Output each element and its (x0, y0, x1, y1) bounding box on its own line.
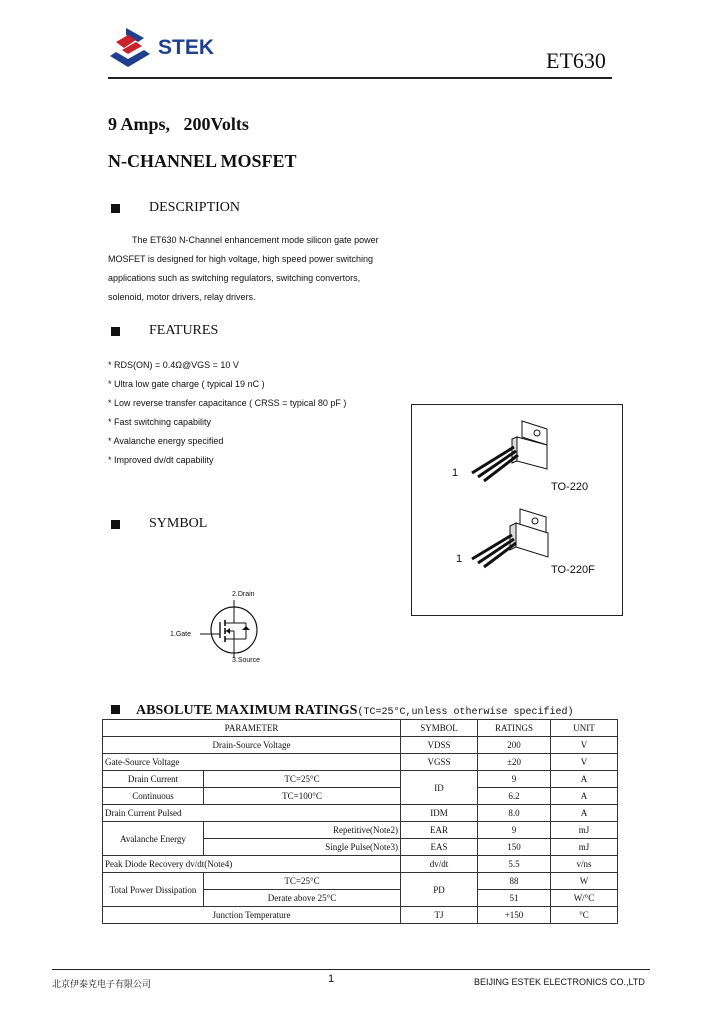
unit-cell: W/°C (551, 890, 618, 907)
to220f-label: TO-220F (551, 564, 595, 576)
ratings-title (136, 701, 573, 719)
header-unit: UNIT (551, 720, 618, 737)
section-bullet (111, 327, 120, 336)
device-type: N-CHANNEL MOSFET (108, 151, 297, 171)
description-line: The ET630 N-Channel enhancement mode silicon gate power (132, 235, 379, 245)
table-header-row (103, 720, 618, 737)
section-bullet (111, 705, 120, 714)
table-row (103, 873, 618, 890)
feature-item: * Avalanche energy specified (108, 436, 224, 446)
ratings-condition: (TC=25°C,unless otherwise specified) (357, 707, 574, 718)
features-title: FEATURES (149, 323, 219, 338)
value-cell: 150 (478, 839, 551, 856)
unit-cell: A (551, 771, 618, 788)
condition-cell: TC=100°C (204, 788, 401, 805)
value-cell: 51 (478, 890, 551, 907)
footer-rule (52, 969, 650, 970)
condition-cell: TC=25°C (204, 873, 401, 890)
symbol-cell: PD (401, 873, 478, 907)
value-cell: ±20 (478, 754, 551, 771)
param-cell: Drain Current Pulsed (103, 805, 401, 822)
symbol-cell: TJ (401, 907, 478, 924)
symbol-cell: dv/dt (401, 856, 478, 873)
condition-cell: TC=25°C (204, 771, 401, 788)
header-ratings: RATINGS (478, 720, 551, 737)
section-bullet (111, 204, 120, 213)
unit-cell: V (551, 737, 618, 754)
symbol-cell: EAR (401, 822, 478, 839)
param-cell: Total Power Dissipation (103, 873, 204, 907)
feature-item: * Fast switching capability (108, 417, 212, 427)
rating-headline: 9 Amps, 200Volts (108, 114, 249, 134)
description-line: MOSFET is designed for high voltage, high speed power switching (108, 254, 373, 264)
table-row (103, 822, 618, 839)
description-text (108, 231, 398, 307)
symbol-cell: EAS (401, 839, 478, 856)
feature-item: * RDS(ON) = 0.4Ω@VGS = 10 V (108, 360, 239, 370)
table-row (103, 737, 618, 754)
value-cell: 6.2 (478, 788, 551, 805)
feature-item: * Low reverse transfer capacitance ( CRSS = typical 80 pF ) (108, 398, 347, 408)
unit-cell: A (551, 805, 618, 822)
brand-name: STEK (158, 36, 215, 59)
drain-label: 2.Drain (232, 591, 255, 598)
table-row (103, 805, 618, 822)
param-cell: Drain-Source Voltage (103, 737, 401, 754)
unit-cell: v/ns (551, 856, 618, 873)
table-row (103, 907, 618, 924)
header-rule (108, 77, 612, 79)
value-cell: 8.0 (478, 805, 551, 822)
table-row (103, 856, 618, 873)
symbol-title: SYMBOL (149, 516, 208, 531)
param-cell: Drain Current (103, 771, 204, 788)
table-row (103, 771, 618, 788)
logo-mark-icon (108, 26, 158, 70)
condition-cell: Single Pulse(Note3) (204, 839, 401, 856)
pin1-label: 1 (452, 467, 459, 479)
table-row (103, 754, 618, 771)
description-line: solenoid, motor drivers, relay drivers. (108, 292, 256, 302)
header-symbol: SYMBOL (401, 720, 478, 737)
value-cell: 5.5 (478, 856, 551, 873)
to220-label: TO-220 (551, 481, 589, 493)
unit-cell: mJ (551, 822, 618, 839)
param-cell: Peak Diode Recovery dv/dt(Note4) (103, 856, 401, 873)
description-line: applications such as switching regulators, switching convertors, (108, 273, 361, 283)
table-row (103, 788, 618, 805)
to220-package-icon (462, 417, 572, 487)
value-cell: 88 (478, 873, 551, 890)
page-number: 1 (328, 973, 335, 985)
ratings-title-text: ABSOLUTE MAXIMUM RATINGS (136, 703, 358, 718)
param-cell: Avalanche Energy (103, 822, 204, 856)
feature-item: * Improved dv/dt capability (108, 455, 214, 465)
description-title: DESCRIPTION (149, 200, 241, 215)
value-cell: 9 (478, 822, 551, 839)
value-cell: +150 (478, 907, 551, 924)
footer-company-cn: 北京伊泰克电子有限公司 (52, 979, 152, 989)
condition-cell: Repetitive(Note2) (204, 822, 401, 839)
unit-cell: mJ (551, 839, 618, 856)
param-cell: Junction Temperature (103, 907, 401, 924)
mosfet-symbol-icon (200, 596, 270, 662)
unit-cell: °C (551, 907, 618, 924)
unit-cell: A (551, 788, 618, 805)
header-parameter: PARAMETER (103, 720, 401, 737)
symbol-cell: VGSS (401, 754, 478, 771)
section-bullet (111, 520, 120, 529)
symbol-cell: ID (401, 771, 478, 805)
value-cell: 9 (478, 771, 551, 788)
package-box (411, 404, 623, 616)
param-cell: Gate-Source Voltage (103, 754, 401, 771)
part-number: ET630 (546, 48, 606, 73)
gate-label: 1.Gate (170, 631, 192, 638)
unit-cell: V (551, 754, 618, 771)
feature-item: * Ultra low gate charge ( typical 19 nC ) (108, 379, 265, 389)
logo (108, 26, 268, 70)
ratings-table (102, 719, 618, 924)
symbol-cell: VDSS (401, 737, 478, 754)
unit-cell: W (551, 873, 618, 890)
value-cell: 200 (478, 737, 551, 754)
condition-cell: Derate above 25°C (204, 890, 401, 907)
pin1-label: 1 (456, 553, 463, 565)
footer-company-en: BEIJING ESTEK ELECTRONICS CO.,LTD (474, 977, 645, 987)
param-cell: Continuous (103, 788, 204, 805)
symbol-cell: IDM (401, 805, 478, 822)
source-label: 3.Source (232, 657, 261, 664)
